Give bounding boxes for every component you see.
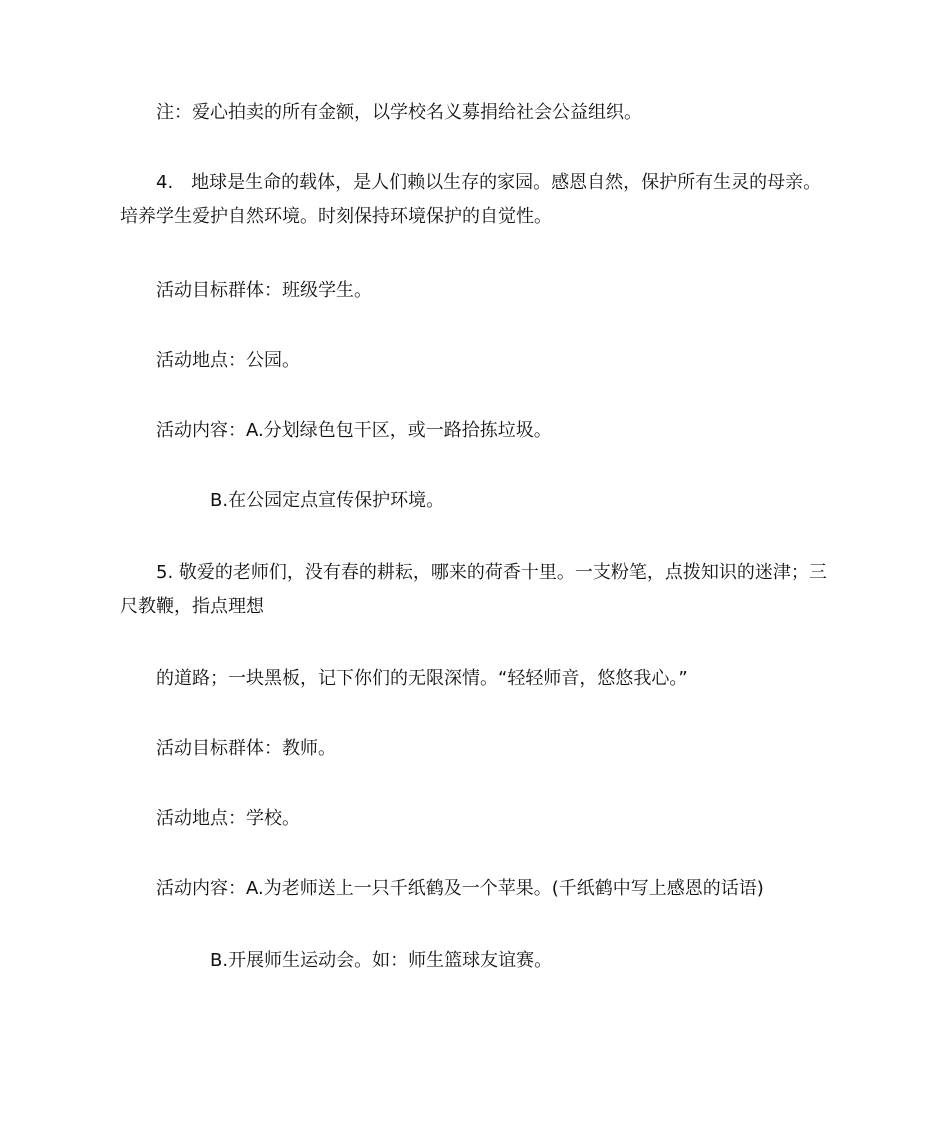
- item-5-paragraph: 5. 敬爱的老师们，没有春的耕耘，哪来的荷香十里。一支粉笔，点拨知识的迷津；三尺教鞭，指点理想: [120, 562, 827, 617]
- item-4-paragraph: 4. 地球是生命的载体，是人们赖以生存的家园。感恩自然，保护所有生灵的母亲。培养学生爱护自然环境。时刻保持环境保护的自觉性。: [120, 172, 822, 227]
- item-5-target-group: 活动目标群体：教师。: [156, 738, 336, 759]
- note-paragraph: 注：爱心拍卖的所有金额，以学校名义募捐给社会公益组织。: [156, 102, 642, 123]
- item-5-content-b: B.开展师生运动会。如：师生篮球友谊赛。: [210, 950, 553, 971]
- item-5-content-a: 活动内容：A.为老师送上一只千纸鹤及一个苹果。(千纸鹤中写上感恩的话语): [156, 878, 764, 899]
- item-5-location: 活动地点：学校。: [156, 808, 300, 829]
- item-4-location: 活动地点：公园。: [156, 350, 300, 371]
- item-4-target-group: 活动目标群体：班级学生。: [156, 280, 372, 301]
- item-4-content-b: B.在公园定点宣传保护环境。: [210, 490, 445, 511]
- item-4-content-a: 活动内容：A.分划绿色包干区，或一路拾拣垃圾。: [156, 420, 552, 441]
- item-5-paragraph-continued: 的道路；一块黑板，记下你们的无限深情。“轻轻师音，悠悠我心。”: [156, 668, 688, 689]
